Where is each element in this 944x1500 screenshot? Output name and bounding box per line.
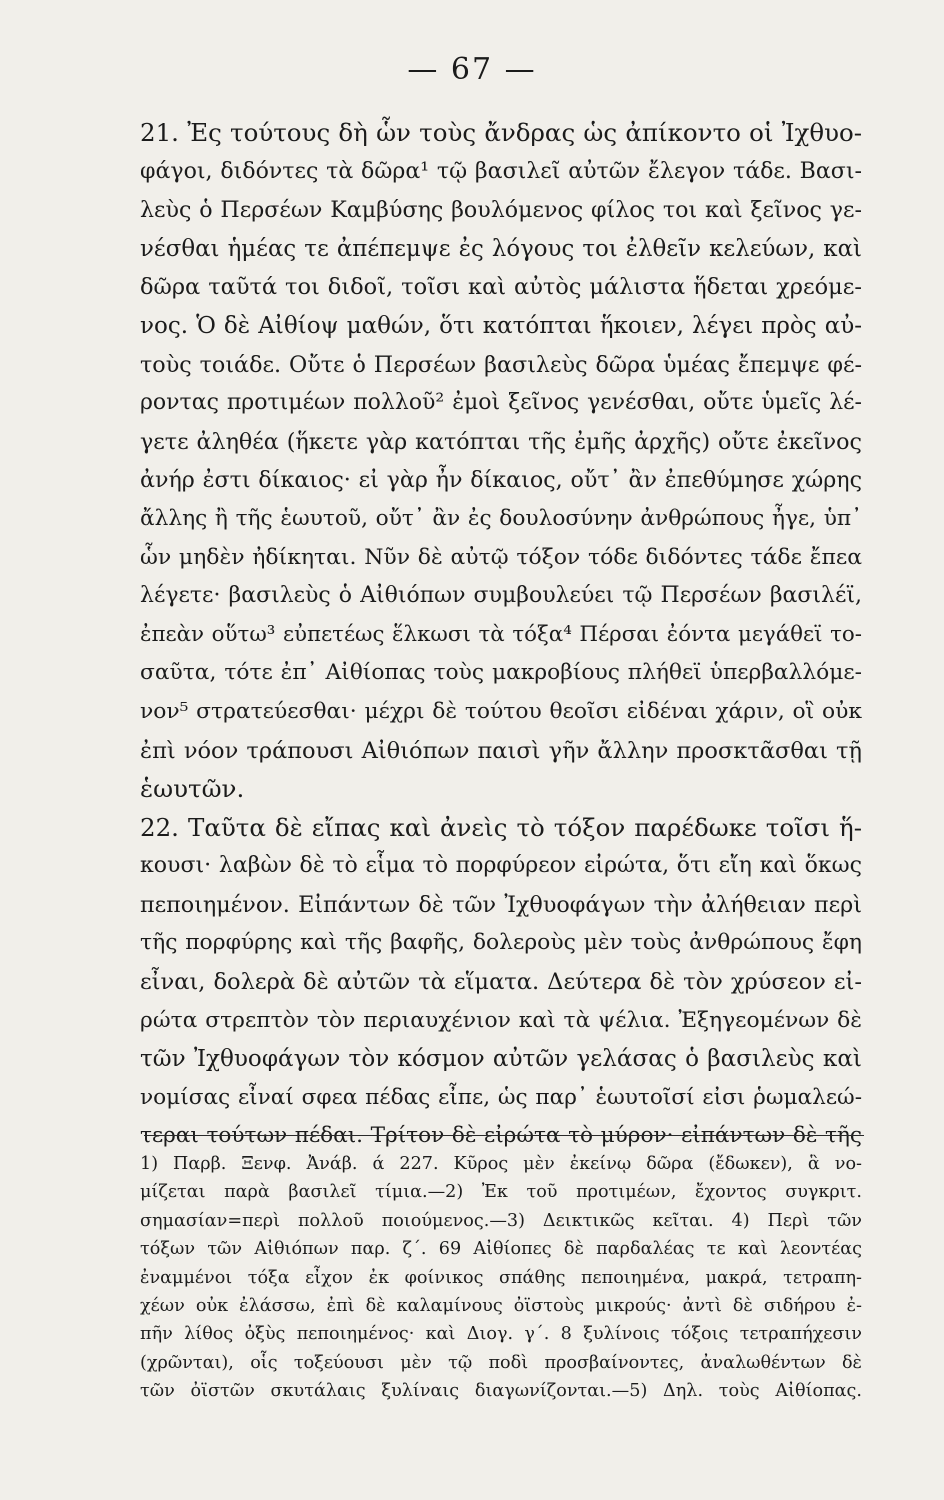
- footnote-line: χέων οὐκ ἐλάσσω, ἐπὶ δὲ καλαμίνους ὀϊστοὺς μικρούς· ἀντὶ δὲ σιδήρου ἐ-: [140, 1295, 862, 1316]
- text-line: γετε ἀληθέα (ἥκετε γὰρ κατόπται τῆς ἐμῆς ἀρχῆς) οὔτε ἐκεῖνος: [140, 428, 862, 455]
- text-line: εἶναι, δολερὰ δὲ αὐτῶν τὰ εἵματα. Δεύτερα δὲ τὸν χρύσεον εἰ-: [140, 969, 862, 996]
- footnote-line: ἐναμμένοι τόξα εἶχον ἐκ φοίνικος σπάθης πεποιημένα, μακρά, τετραπη-: [140, 1267, 862, 1288]
- text-line: ὧν μηδὲν ἠδίκηται. Νῦν δὲ αὐτῷ τόξον τόδε διδόντες τάδε ἔπεα: [140, 544, 862, 570]
- text-line: φάγοι, διδόντες τὰ δῶρα¹ τῷ βασιλεῖ αὐτῶν ἔλεγον τάδε. Βασι-: [140, 158, 862, 184]
- text-line: νέσθαι ἡμέας τε ἀπέπεμψε ἐς λόγους τοι ἐλθεῖν κελεύων, καὶ: [140, 235, 862, 262]
- text-line: νος. Ὁ δὲ Αἰθίοψ μαθών, ὅτι κατόπται ἥκοιεν, λέγει πρὸς αὐ-: [140, 312, 862, 339]
- text-line: νομίσας εἶναί σφεα πέδας εἶπε, ὡς παρ᾽ ἑωυτοῖσί εἰσι ῥωμαλεώ-: [140, 1084, 862, 1110]
- text-line: σαῦτα, τότε ἐπ᾽ Αἰθίοπας τοὺς μακροβίους πλήθεϊ ὑπερβαλλόμε-: [140, 660, 862, 686]
- text-line: ἑωυτῶν.: [140, 774, 245, 804]
- text-line: τεραι τούτων πέδαι. Τρίτον δὲ εἰρώτα τὸ μύρον· εἰπάντων δὲ τῆς: [140, 1123, 862, 1149]
- text-line: λέγετε· βασιλεὺς ὁ Αἰθιόπων συμβουλεύει τῷ Περσέων βασιλέϊ,: [140, 583, 862, 609]
- footnote-line: τῶν ὀϊστῶν σκυτάλαις ξυλίναις διαγωνίζονται.—5) Δηλ. τοὺς Αἰθίοπας.: [140, 1381, 862, 1402]
- text-line: ἀνήρ ἐστι δίκαιος· εἰ γὰρ ἦν δίκαιος, οὔτ᾽ ἂν ἐπεθύμησε χώρης: [140, 467, 862, 494]
- text-line: τοὺς τοιάδε. Οὔτε ὁ Περσέων βασιλεὺς δῶρα ὑμέας ἔπεμψε φέ-: [140, 351, 862, 378]
- footnote-divider: [144, 1135, 864, 1136]
- text-line: ἄλλης ἢ τῆς ἑωυτοῦ, οὔτ᾽ ἂν ἐς δουλοσύνην ἀνθρώπους ἦγε, ὑπ᾽: [140, 505, 862, 531]
- footnote-line: πῆν λίθος ὀξὺς πεποιημένος· καὶ Διογ. γ΄. 8 ξυλίνοις τόξοις τετραπήχεσιν: [140, 1324, 862, 1345]
- text-line: κουσι· λαβὼν δὲ τὸ εἷμα τὸ πορφύρεον εἰρώτα, ὅτι εἴη καὶ ὅκως: [140, 853, 862, 879]
- footnote-line: τόξων τῶν Αἰθιόπων παρ. ζ΄. 69 Αἰθίοπες δὲ παρδαλέας τε καὶ λεοντέας: [140, 1239, 862, 1260]
- footnote-line: 1) Παρβ. Ξενφ. Ἀνάβ. ά 227. Κῦρος μὲν ἐκείνῳ δῶρα (ἔδωκεν), ἃ νο-: [140, 1154, 862, 1174]
- text-line: ρώτα στρεπτὸν τὸν περιαυχένιον καὶ τὰ ψέλια. Ἐξηγεομένων δὲ: [140, 1007, 862, 1033]
- text-line: ἐπὶ νόον τράπουσι Αἰθιόπων παισὶ γῆν ἄλλην προσκτᾶσθαι τῇ: [140, 737, 862, 764]
- text-line: λεὺς ὁ Περσέων Καμβύσης βουλόμενος φίλος τοι καὶ ξεῖνος γε-: [140, 197, 862, 224]
- text-line: 21. Ἐς τούτους δὴ ὧν τοὺς ἄνδρας ὡς ἀπίκοντο οἱ Ἰχθυο-: [140, 118, 862, 147]
- text-line: 22. Ταῦτα δὲ εἴπας καὶ ἀνεὶς τὸ τόξον παρέδωκε τοῖσι ἥ-: [140, 812, 862, 842]
- text-line: δῶρα ταῦτά τοι διδοῖ, τοῖσι καὶ αὐτὸς μάλιστα ἥδεται χρεόμε-: [140, 274, 862, 301]
- text-line: νον⁵ στρατεύεσθαι· μέχρι δὲ τούτου θεοῖσι εἰδέναι χάριν, οἳ οὐκ: [140, 698, 862, 724]
- footnote-line: (χρῶνται), οἷς τοξεύουσι μὲν τῷ ποδὶ προσβαίνοντες, ἀναλωθέντων δὲ: [140, 1352, 862, 1373]
- page-number: — 67 —: [407, 52, 537, 87]
- footnotes: [140, 1150, 862, 1406]
- footnote-line: μίζεται παρὰ βασιλεῖ τίμια.—2) Ἐκ τοῦ προτιμέων, ἔχοντος συγκριτ.: [140, 1182, 862, 1203]
- text-line: ἐπεὰν οὕτω³ εὐπετέως ἕλκωσι τὰ τόξα⁴ Πέρσαι ἐόντα μεγάθεϊ το-: [140, 621, 862, 647]
- text-line: ροντας προτιμέων πολλοῦ² ἐμοὶ ξεῖνος γενέσθαι, οὔτε ὑμεῖς λέ-: [140, 390, 862, 416]
- text-line: τῆς πορφύρης καὶ τῆς βαφῆς, δολεροὺς μὲν τοὺς ἀνθρώπους ἔφη: [140, 930, 862, 956]
- footnote-line: σημασίαν=περὶ πολλοῦ ποιούμενος.—3) Δεικτικῶς κεῖται. 4) Περὶ τῶν: [140, 1210, 862, 1231]
- text-line: πεποιημένον. Εἰπάντων δὲ τῶν Ἰχθυοφάγων τὴν ἀλήθειαν περὶ: [140, 891, 862, 918]
- text-line: τῶν Ἰχθυοφάγων τὸν κόσμον αὐτῶν γελάσας ὁ βασιλεὺς καὶ: [140, 1046, 862, 1073]
- main-text: [140, 114, 862, 1156]
